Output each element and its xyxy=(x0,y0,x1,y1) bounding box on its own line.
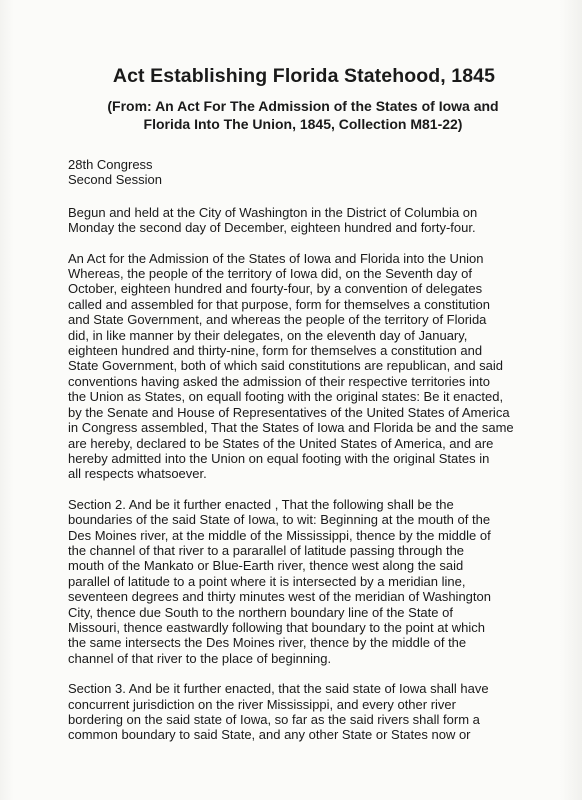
text-line: Section 2. And be it further enacted , That the following shall be the xyxy=(68,496,454,512)
text-line: channel of that river to the place of beginning. xyxy=(68,650,332,666)
paragraph-section-1 xyxy=(68,251,534,482)
text-line: the Union as States, on equall footing with the original states: Be it enacted, xyxy=(68,389,504,405)
text-line: Missouri, thence eastwardly following that boundary to the point at which xyxy=(68,619,485,635)
text-line: State Government, both of which said constitutions are republican, and said xyxy=(68,358,504,374)
document-subtitle xyxy=(68,97,534,133)
subtitle-line: (From: An Act For The Admission of the States of Iowa and xyxy=(107,98,499,114)
text-line: City, thence due South to the northern boundary line of the State of xyxy=(68,604,453,620)
text-line: eighteen hundred and thirty-nine, form for themselves a constitution and xyxy=(68,343,483,359)
text-line: bordering on the said state of Iowa, so far as the said rivers shall form a xyxy=(68,712,480,727)
subtitle-line: Florida Into The Union, 1845, Collection M81-22) xyxy=(143,116,463,132)
text-line: seventeen degrees and thirty minutes west of the meridian of Washington xyxy=(68,589,491,605)
text-line: Section 3. And be it further enacted, that the said state of Iowa shall have xyxy=(68,681,489,697)
text-line: hereby admitted into the Union on equal footing with the original States in xyxy=(68,450,490,466)
text-line: Monday the second day of December, eighteen hundred and forty-four. xyxy=(68,220,476,236)
paragraph-preamble xyxy=(68,205,534,236)
text-line: An Act for the Admission of the States of Iowa and Florida into the Union xyxy=(68,250,484,266)
paragraph-section-2 xyxy=(68,497,534,666)
text-line: all respects whatsoever. xyxy=(68,466,207,482)
text-line: called and assembled for that purpose, form for themselves a constitution xyxy=(68,296,490,312)
text-line: in Congress assembled, That the States of Iowa and Florida be and the same xyxy=(68,420,514,436)
text-line: concurrent jurisdiction on the river Mississippi, and every other river xyxy=(68,696,456,712)
text-line: boundaries of the said State of Iowa, to wit: Beginning at the mouth of the xyxy=(68,512,491,528)
congress-session xyxy=(68,157,534,188)
paragraph-section-3 xyxy=(68,681,534,743)
text-line: parallel of latitude to a point where it is intersected by a meridian line, xyxy=(68,573,466,589)
document-title: Act Establishing Florida Statehood, 1845 xyxy=(112,65,496,87)
text-line: are hereby, declared to be States of the United States of America, and are xyxy=(68,435,494,451)
session-line: Second Session xyxy=(68,172,162,188)
text-line: and State Government, and whereas the people of the territory of Florida xyxy=(68,312,487,328)
text-line: Begun and held at the City of Washington in the District of Columbia on xyxy=(68,204,478,220)
text-line: common boundary to said State, and any other State or States now or xyxy=(68,727,471,743)
text-line: the same intersects the Des Moines river, thence by the middle of the xyxy=(68,635,467,651)
text-line: conventions having asked the admission of their respective territories into xyxy=(68,373,490,389)
text-line: October, eighteen hundred and fourty-four, by a convention of delegates xyxy=(68,281,483,297)
text-line: Des Moines river, at the middle of the Mississippi, thence by the middle of xyxy=(68,527,491,543)
text-line: did, in like manner by their delegates, on the eleventh day of January, xyxy=(68,327,468,343)
text-line: mouth of the Mankato or Blue-Earth river, thence west along the said xyxy=(68,558,464,574)
text-line: the channel of that river to a pararallel of latitude passing through the xyxy=(68,542,465,558)
congress-line: 28th Congress xyxy=(68,157,153,172)
text-line: by the Senate and House of Representatives of the United States of America xyxy=(68,404,510,420)
text-line: Whereas, the people of the territory of Iowa did, on the Seventh day of xyxy=(68,266,472,282)
